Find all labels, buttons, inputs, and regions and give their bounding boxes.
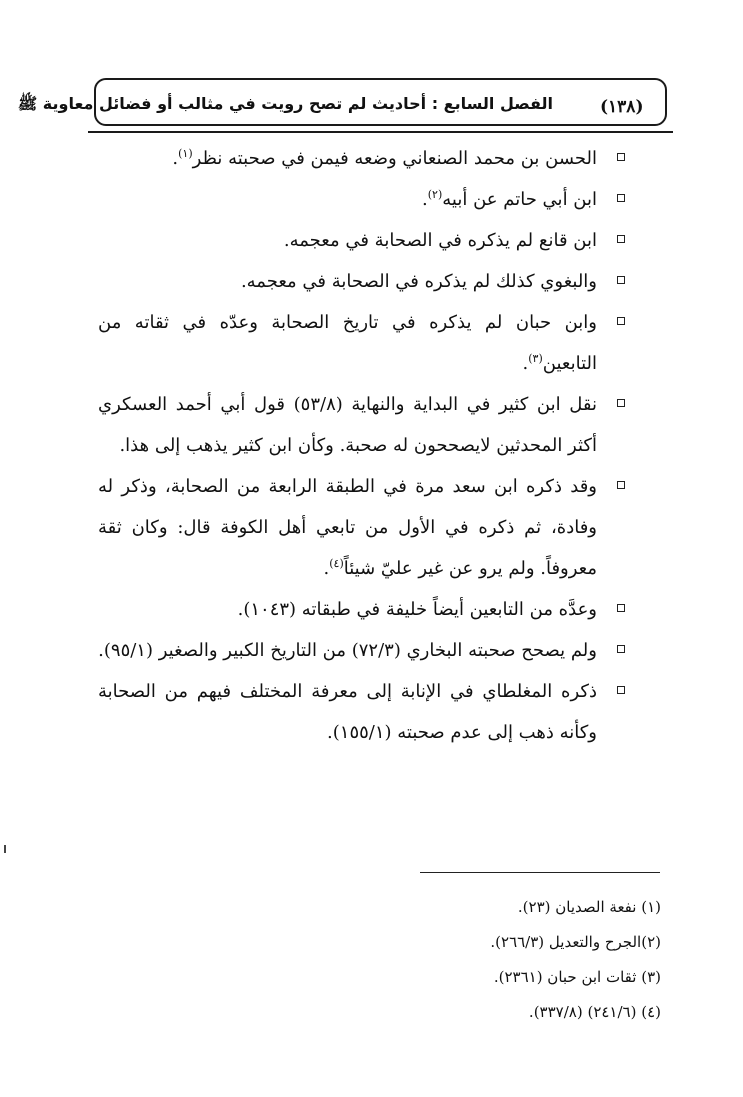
square-bullet-icon [617,604,625,612]
list-item [98,384,625,466]
footnote: (٤) (٢٤١/٦) (٣٣٧/٨). [528,1003,661,1021]
square-bullet-icon [617,399,625,407]
chapter-title: الفصل السابع : أحاديث لم تصح رويت في مثالب أو فضائل معاوية ﷺ [17,94,553,113]
item-text: ذكره المغلطاي في الإنابة إلى معرفة المختلف فيهم من الصحابة وكأنه ذهب إلى عدم صحبته (١٥٥/١). [98,681,597,743]
footnote: (٣) ثقات ابن حبان (٢٣٦١). [493,968,661,986]
item-text: ولم يصحح صحبته البخاري (٧٢/٣) من التاريخ الكبير والصغير (٩٥/١). [98,640,597,661]
footnote-ref: (٣) [528,352,543,365]
list-item [98,630,625,671]
footnote-ref: (٤) [329,557,344,570]
square-bullet-icon [617,686,625,694]
square-bullet-icon [617,235,625,243]
item-text: ابن أبي حاتم عن أبيه$^{(٢)}$. [422,188,597,210]
square-bullet-icon [617,645,625,653]
square-bullet-icon [617,276,625,284]
list-item [98,671,625,753]
list-item [98,138,625,179]
square-bullet-icon [617,317,625,325]
list-item [98,261,625,302]
footnote: (١) نفعة الصديان (٢٣). [517,898,661,916]
square-bullet-icon [617,481,625,489]
footnote-divider [420,872,660,873]
bullet-list [98,138,625,753]
item-text: نقل ابن كثير في البداية والنهاية (٥٣/٨) قول أبي أحمد العسكري أكثر المحدثين لايصححون له صحبة. وكأن ابن كثير يذهب إلى هذا. [98,394,597,456]
footnote: (٢)الجرح والتعديل (٢٦٦/٣). [490,933,661,951]
item-text: والبغوي كذلك لم يذكره في الصحابة في معجمه. [240,271,597,292]
footnotes [300,890,661,1030]
list-item [98,302,625,384]
margin-mark [4,845,6,853]
list-item [98,466,625,589]
list-item [98,220,625,261]
page-number: (١٣٨) [600,97,644,117]
square-bullet-icon [617,194,625,202]
item-text: ابن قانع لم يذكره في الصحابة في معجمه. [283,230,597,251]
footnote-ref: (١) [178,147,193,160]
list-item [98,589,625,630]
item-text: وعدَّه من التابعين أيضاً خليفة في طبقاته (١٠٤٣). [237,599,597,620]
item-text: الحسن بن محمد الصنعاني وضعه فيمن في صحبته نظر$^{(١)}$. [172,147,597,169]
footnote-ref: (٢) [427,188,443,201]
square-bullet-icon [617,153,625,161]
item-text: وقد ذكره ابن سعد مرة في الطبقة الرابعة من الصحابة، وذكر له وفادة، ثم ذكره في الأول من تابعي أهل الكوفة قال: وكان ثقة معروفاً. ولم يرو عن غير عليّ شيئاً$^{(٤)}$. [98,476,597,579]
list-item [98,179,625,220]
item-text: وابن حبان لم يذكره في تاريخ الصحابة وعدّه في ثقاته من التابعين$^{(٣)}$. [98,312,597,374]
